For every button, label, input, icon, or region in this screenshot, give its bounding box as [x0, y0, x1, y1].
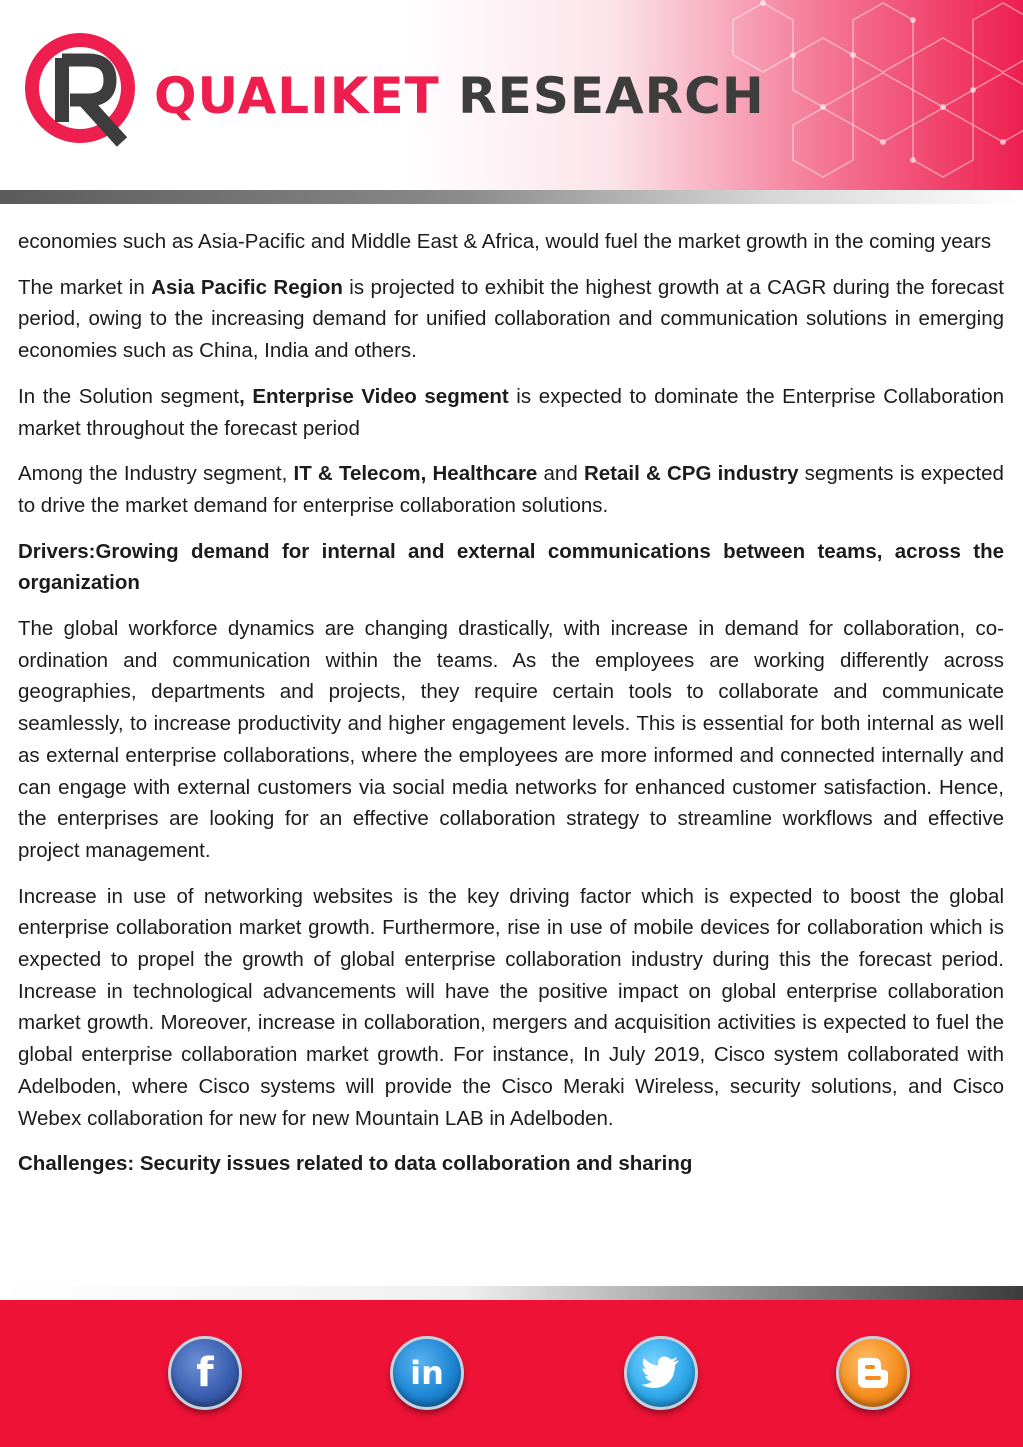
linkedin-glyph: in — [410, 1354, 444, 1392]
document-body — [18, 226, 1004, 1194]
paragraph-asia-pacific — [18, 272, 1004, 367]
paragraph-networking-websites: Increase in use of networking websites is the key driving factor which is expected to boost the global enterprise collaboration market growth. Furthermore, rise in use of mobile devices for collaboration which is expected to propel the growth of global enterprise collaboration industry during this the forecast period. Increase in technological advancements will have the positive impact on global enterprise collaboration market growth. Moreover, increase in collaboration, mergers and acquisition activities is expected to fuel the global enterprise collaboration market growth. For instance, In July 2019, Cisco system collaborated with Adelboden, where Cisco systems will provide the Cisco Meraki Wireless, security solutions, and Cisco Webex collaboration for new for new Mountain LAB in Adelboden. — [18, 884, 1004, 1130]
heading-challenges-text: Challenges: Security issues related to data collaboration and sharing — [18, 1152, 693, 1176]
page-header — [0, 0, 1023, 190]
header-divider — [0, 190, 1023, 204]
logo-wordmark — [154, 66, 765, 126]
text-run: is projected to exhibit the highest growth at a CAGR during the forecast period, owing to the increasing demand for unified collaboration and communication solutions in emerging economies such as China, India and others. — [18, 275, 1004, 363]
heading-drivers — [18, 536, 1004, 599]
linkedin-icon[interactable] — [390, 1336, 464, 1410]
facebook-glyph: f — [196, 1350, 214, 1396]
text-run: In the Solution segment — [18, 384, 240, 408]
paragraph-solution-segment — [18, 381, 1004, 444]
logo-word-qualiket: QUALIKET — [154, 67, 440, 125]
bold-retail-cpg-industry: Retail & CPG industry — [583, 462, 799, 486]
footer-divider — [0, 1286, 1023, 1300]
text-run: Among the Industry segment, — [18, 462, 294, 486]
bold-asia-pacific-region: Asia Pacific Region — [151, 275, 343, 299]
bold-enterprise-video-segment: , Enterprise Video segment — [239, 384, 509, 408]
heading-drivers-text: Drivers:Growing demand for internal and external communications between teams, across the organization — [18, 539, 1004, 595]
paragraph-workforce-dynamics: The global workforce dynamics are changing drastically, with increase in demand for collaboration, co-ordination and communication within the teams. As the employees are working differently across geographies, departments and projects, they require certain tools to collaborate and communicate seamlessly, to increase productivity and higher engagement levels. This is essential for both internal as well as external enterprise collaborations, where the employees are more informed and connected internally and can engage with external customers via social media networks for enhanced customer satisfaction. Hence, the enterprises are looking for an effective collaboration strategy to streamline workflows and effective project management. — [18, 617, 1004, 862]
bold-it-telecom-healthcare: IT & Telecom, Healthcare — [293, 462, 538, 486]
text-run: and — [537, 462, 584, 486]
paragraph-industry-segment — [18, 458, 1004, 521]
text-run: The market in — [18, 275, 152, 299]
twitter-bird-icon — [641, 1356, 681, 1390]
logo-word-research: RESEARCH — [458, 67, 765, 125]
twitter-icon[interactable] — [624, 1336, 698, 1410]
blogger-b-icon — [854, 1354, 892, 1392]
text-run: segments is expected to drive the market demand for enterprise collaboration solutions. — [18, 462, 1004, 517]
heading-challenges — [18, 1148, 1004, 1180]
blogger-icon[interactable] — [836, 1336, 910, 1410]
paragraph-economies: economies such as Asia-Pacific and Middle East & Africa, would fuel the market growth in the coming years — [18, 230, 992, 253]
text-run: is expected to dominate the Enterprise Collaboration market throughout the forecast period — [18, 384, 1005, 440]
company-logo — [22, 30, 765, 150]
facebook-icon[interactable] — [168, 1336, 242, 1410]
qr-logo-icon — [22, 30, 152, 150]
page-footer — [0, 1300, 1023, 1447]
